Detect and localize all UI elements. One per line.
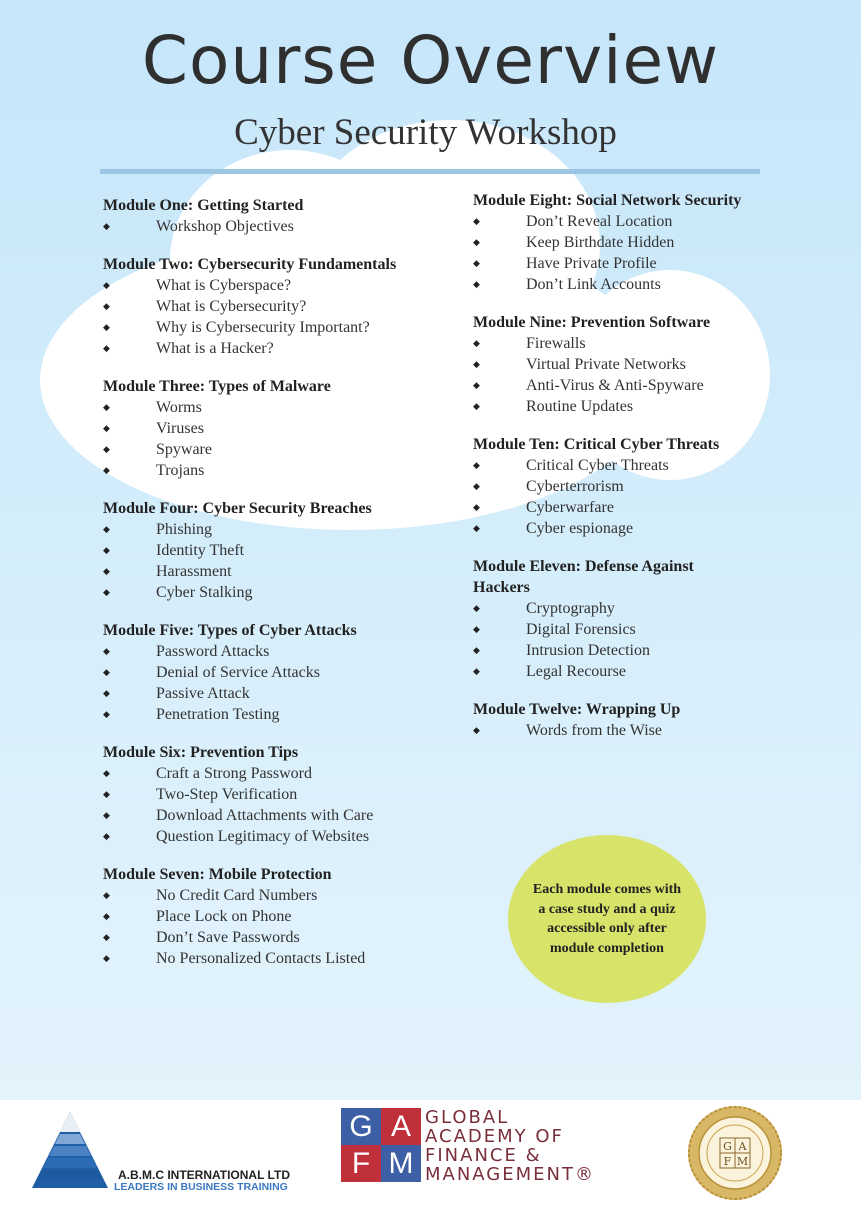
module-topic-item [103,317,403,338]
module-topic-item [473,497,743,518]
topic-label: Password Attacks [156,643,270,660]
module-topic-item [473,396,743,417]
module-topic-item [473,661,743,682]
diamond-bullet-icon: ◆ [103,646,110,656]
diamond-bullet-icon: ◆ [473,237,480,247]
topic-label: Firewalls [526,335,586,352]
module-topic-item [103,683,403,704]
topic-label: Routine Updates [526,398,634,415]
topic-label: Trojans [156,462,205,479]
module-topic-item [103,948,403,969]
module-topic-item [103,338,403,359]
module-topic-item [103,805,403,826]
topic-label: Penetration Testing [156,706,280,723]
abmc-tagline: LEADERS IN BUSINESS TRAINING [114,1181,288,1193]
topic-label: Critical Cyber Threats [526,457,669,474]
diamond-bullet-icon: ◆ [473,401,480,411]
diamond-bullet-icon: ◆ [103,911,110,921]
gafm-name-line: MANAGEMENT® [425,1164,595,1185]
diamond-bullet-icon: ◆ [103,221,110,231]
seal-letter: A [738,1140,747,1153]
page-title: Course Overview [141,22,720,99]
module-topic-item [473,598,743,619]
topic-label: Phishing [156,521,213,538]
diamond-bullet-icon: ◆ [473,603,480,613]
diamond-bullet-icon: ◆ [473,380,480,390]
topic-label: Cryptography [526,600,615,617]
module-topic-item [103,540,403,561]
topic-label: Cyberwarfare [526,499,614,516]
left-module-column [103,195,403,986]
module-topic-item [473,455,743,476]
module-topic-item [473,333,743,354]
module-topic-item [103,885,403,906]
gafm-letter-grid [341,1108,421,1182]
module-section [103,195,403,237]
gafm-letter: F [341,1145,381,1182]
diamond-bullet-icon: ◆ [473,258,480,268]
module-topic-item [103,460,403,481]
module-topic-item [473,274,743,295]
module-topic-item [473,375,743,396]
module-topic-item [473,476,743,497]
topic-label: No Personalized Contacts Listed [156,950,366,967]
module-title: Module Four: Cyber Security Breaches [103,500,372,517]
module-section [103,620,403,725]
module-topic-item [473,232,743,253]
topic-label: Don’t Link Accounts [526,276,661,293]
seal-letter: M [736,1155,749,1168]
diamond-bullet-icon: ◆ [103,566,110,576]
module-title: Module Five: Types of Cyber Attacks [103,622,357,639]
module-topic-item [103,662,403,683]
topic-label: Have Private Profile [526,255,657,272]
module-title: Module Twelve: Wrapping Up [473,701,681,718]
module-section [103,376,403,481]
module-topic-item [103,439,403,460]
module-section [103,864,403,969]
diamond-bullet-icon: ◆ [473,624,480,634]
topic-label: Download Attachments with Care [156,807,374,824]
academy-seal-icon [686,1104,784,1202]
module-title: Module Six: Prevention Tips [103,744,299,761]
title-divider [100,169,760,174]
gafm-name-line: ACADEMY OF [425,1126,564,1147]
module-topic-item [473,211,743,232]
module-topic-item [103,784,403,805]
diamond-bullet-icon: ◆ [103,789,110,799]
module-title: Module Two: Cybersecurity Fundamentals [103,256,397,273]
diamond-bullet-icon: ◆ [103,932,110,942]
topic-label: Cyber Stalking [156,584,253,601]
module-section [473,190,743,295]
gafm-letter: A [381,1108,421,1145]
module-topic-item [103,561,403,582]
pyramid-icon [30,1110,110,1190]
diamond-bullet-icon: ◆ [103,280,110,290]
module-topic-item [473,720,743,741]
module-topic-item [103,826,403,847]
diamond-bullet-icon: ◆ [473,645,480,655]
abmc-logo [30,1108,290,1198]
module-topic-item [103,641,403,662]
diamond-bullet-icon: ◆ [103,667,110,677]
module-topic-item [103,519,403,540]
diamond-bullet-icon: ◆ [103,343,110,353]
module-topic-item [103,397,403,418]
topic-label: Denial of Service Attacks [156,664,320,681]
module-topic-item [103,582,403,603]
seal-letter: F [723,1155,732,1168]
module-title: Module Ten: Critical Cyber Threats [473,436,720,453]
diamond-bullet-icon: ◆ [473,523,480,533]
topic-label: Spyware [156,441,212,458]
topic-label: Passive Attack [156,685,250,702]
topic-label: Don’t Save Passwords [156,929,300,946]
gafm-name-line: GLOBAL [425,1107,510,1128]
diamond-bullet-icon: ◆ [473,725,480,735]
gafm-letter: M [381,1145,421,1182]
topic-label: Cyber espionage [526,520,634,537]
module-section [473,556,743,682]
topic-label: Craft a Strong Password [156,765,312,782]
diamond-bullet-icon: ◆ [103,890,110,900]
topic-label: Legal Recourse [526,663,626,680]
topic-label: Two-Step Verification [156,786,298,803]
module-title: Module Seven: Mobile Protection [103,866,332,883]
topic-label: What is Cyberspace? [156,277,292,294]
module-title: Module Eleven: Defense Against Hackers [473,558,694,596]
module-topic-item [473,619,743,640]
module-section [103,254,403,359]
right-module-column [473,190,743,758]
diamond-bullet-icon: ◆ [473,666,480,676]
gafm-letter: G [341,1108,381,1145]
topic-label: Place Lock on Phone [156,908,292,925]
page-subtitle: Cyber Security Workshop [234,112,617,153]
module-topic-item [103,418,403,439]
topic-label: Keep Birthdate Hidden [526,234,675,251]
module-title: Module Nine: Prevention Software [473,314,711,331]
diamond-bullet-icon: ◆ [103,465,110,475]
diamond-bullet-icon: ◆ [473,359,480,369]
topic-label: What is Cybersecurity? [156,298,307,315]
diamond-bullet-icon: ◆ [103,322,110,332]
module-section [473,434,743,539]
module-topic-item [103,216,403,237]
badge-text: Each module comes with a case study and a quiz accessible only after module completion [532,882,682,956]
gafm-logo [341,1108,641,1188]
topic-label: Workshop Objectives [156,218,294,235]
topic-label: Don’t Reveal Location [526,213,673,230]
seal-letter: G [723,1140,732,1153]
diamond-bullet-icon: ◆ [103,301,110,311]
diamond-bullet-icon: ◆ [103,545,110,555]
module-topic-item [103,296,403,317]
module-topic-item [473,640,743,661]
diamond-bullet-icon: ◆ [103,402,110,412]
module-title: Module Three: Types of Malware [103,378,331,395]
module-topic-item [103,927,403,948]
module-section [103,742,403,847]
topic-label: Virtual Private Networks [526,356,686,373]
topic-label: Intrusion Detection [526,642,650,659]
gafm-name-line: FINANCE & [425,1145,542,1166]
topic-label: What is a Hacker? [156,340,274,357]
topic-label: Anti-Virus & Anti-Spyware [526,377,704,394]
topic-label: Identity Theft [156,542,245,559]
topic-label: Worms [156,399,202,416]
topic-label: Harassment [156,563,232,580]
diamond-bullet-icon: ◆ [473,460,480,470]
topic-label: Words from the Wise [526,722,662,739]
diamond-bullet-icon: ◆ [103,444,110,454]
module-topic-item [103,275,403,296]
diamond-bullet-icon: ◆ [103,587,110,597]
module-section [473,312,743,417]
module-info-badge [508,835,706,1003]
module-topic-item [103,763,403,784]
footer-logos [0,1100,861,1217]
diamond-bullet-icon: ◆ [103,831,110,841]
topic-label: No Credit Card Numbers [156,887,318,904]
diamond-bullet-icon: ◆ [103,709,110,719]
module-topic-item [473,354,743,375]
topic-label: Viruses [156,420,204,437]
gafm-name [425,1108,595,1184]
module-title: Module Eight: Social Network Security [473,192,742,209]
module-section [103,498,403,603]
module-topic-item [103,704,403,725]
diamond-bullet-icon: ◆ [103,524,110,534]
diamond-bullet-icon: ◆ [473,338,480,348]
diamond-bullet-icon: ◆ [103,688,110,698]
diamond-bullet-icon: ◆ [473,279,480,289]
diamond-bullet-icon: ◆ [103,423,110,433]
diamond-bullet-icon: ◆ [473,481,480,491]
module-topic-item [103,906,403,927]
module-topic-item [473,518,743,539]
diamond-bullet-icon: ◆ [103,953,110,963]
diamond-bullet-icon: ◆ [473,502,480,512]
module-title: Module One: Getting Started [103,197,304,214]
abmc-company-name: A.B.M.C INTERNATIONAL LTD [118,1168,290,1182]
diamond-bullet-icon: ◆ [103,768,110,778]
module-section [473,699,743,741]
topic-label: Question Legitimacy of Websites [156,828,370,845]
topic-label: Cyberterrorism [526,478,624,495]
diamond-bullet-icon: ◆ [103,810,110,820]
diamond-bullet-icon: ◆ [473,216,480,226]
topic-label: Why is Cybersecurity Important? [156,319,370,336]
topic-label: Digital Forensics [526,621,636,638]
module-topic-item [473,253,743,274]
